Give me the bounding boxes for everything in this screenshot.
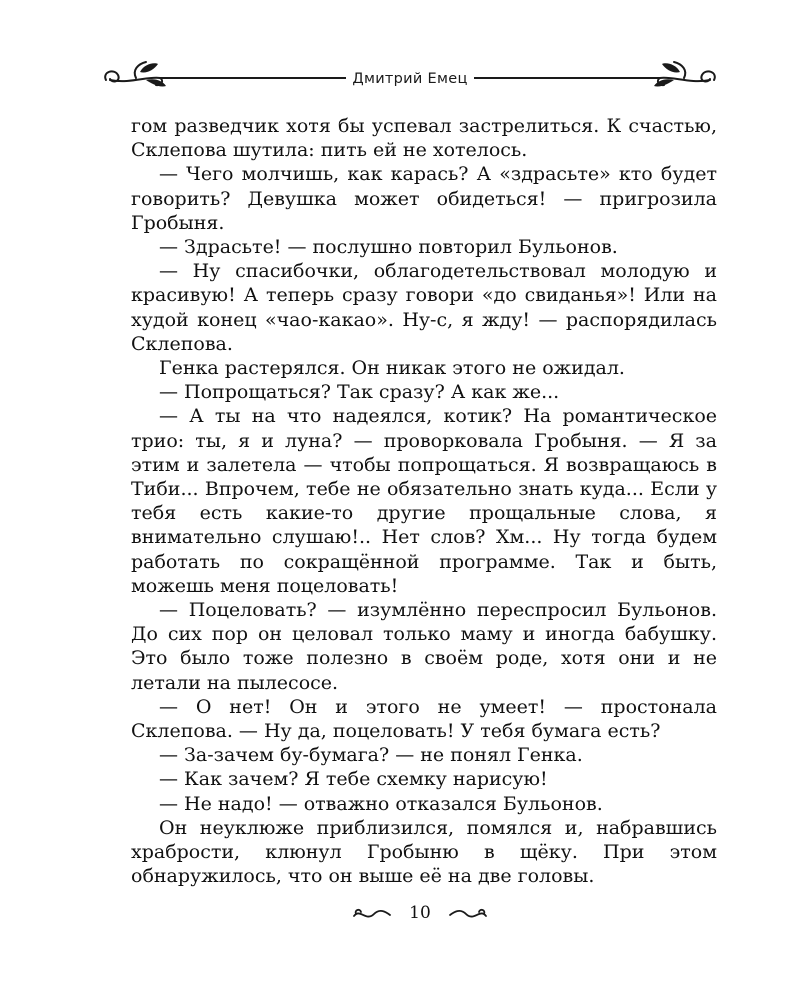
paragraph: — Чего молчишь, как карась? А «здрасьте» кто будет говорить? Девушка может обидеться! — пригрозила Гробыня. [131, 163, 717, 234]
paragraph: — Не надо! — отважно отказался Бульонов. [159, 792, 603, 815]
header-author [100, 71, 720, 87]
paragraph: — Поцеловать? — изумлённо переспросил Бульонов. До сих пор он целовал только маму и иногда бабушку. Это было тоже полезно в своём роде, хотя они и не летали на пылесосе. [131, 599, 717, 694]
paragraph: — За-зачем бу-бумага? — не понял Генка. [159, 744, 583, 767]
paragraph: — Попрощаться? Так сразу? А как же... [159, 381, 560, 404]
body-text [131, 114, 717, 889]
paragraph: — А ты на что надеялся, котик? На романтическое трио: ты, я и луна? — проворковала Гробыня. — Я за этим и залетела — чтобы попрощаться. Я возвращаюсь в Тиби... Впрочем, тебе не обязательно знать куда... Если у тебя есть какие-то другие прощальные слова, я внимательно слушаю!.. Нет слов? Хм... Ну тогда будем работать по сокращённой программе. Так и быть, можешь меня поцеловать! [131, 405, 717, 597]
paragraph: Он неуклюже приблизился, помялся и, набравшись храбрости, клюнул Гробыню в щёку. При этом обнаружилось, что он выше её на две головы. [131, 816, 717, 888]
author-name: Дмитрий Емец [346, 71, 473, 87]
paragraph: гом разведчик хотя бы успевал застрелиться. К счастью, Склепова шутила: пить ей не хотелось. [131, 115, 717, 162]
footer-ornament-right-icon [448, 902, 488, 928]
paragraph: — О нет! Он и этого не умеет! — простонала Склепова. — Ну да, поцеловать! У тебя бумага есть? [131, 695, 717, 743]
page-footer [340, 902, 500, 928]
page-number: 10 [409, 903, 431, 923]
paragraph: — Ну спасибочки, облагодетельствовал молодую и красивую! А теперь сразу говори «до свиданья»! Или на худой конец «чао-какао». Ну-с, я жду! — распорядилась Склепова. [131, 260, 717, 355]
paragraph: — Здрасьте! — послушно повторил Бульонов. [159, 236, 618, 259]
running-header [100, 58, 720, 98]
paragraph: — Как зачем? Я тебе схемку нарисую! [159, 768, 548, 791]
paragraph: Генка растерялся. Он никак этого не ожидал. [159, 357, 625, 380]
